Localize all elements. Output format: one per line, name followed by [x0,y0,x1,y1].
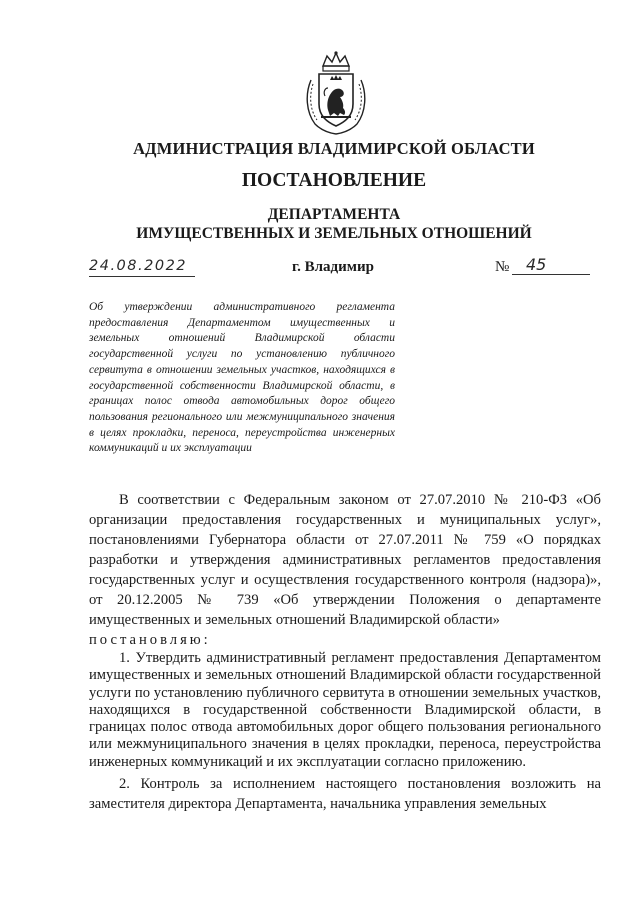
organization-title: АДМИНИСТРАЦИЯ ВЛАДИМИРСКОЙ ОБЛАСТИ [133,139,535,158]
decree-item-1: 1. Утвердить административный регламент предоставления Департаментом имущественных и земельных отношений Владимирской области государственной услуги по установлению публичного сервитута в отношении земельных участков, находящихся в государственной собственности Владимирской области, в границах полос отвода автомобильных дорог общего пользования регионального или межмуниципального значения в целях прокладки, переноса, переустройства инженерных коммуникаций и их эксплуатации согласно приложению. [89,650,601,770]
number-sign: № [495,259,510,275]
department-title-line-1: ДЕПАРТАМЕНТА [267,206,401,223]
document-subject: Об утверждении административного регламента предоставления Департаментом имущественных и земельных отношений Владимирской области государственной услуги по установлению публичного сервитута в отношении земельных участков, находящихся в государственной собственности Владимирской области, в границах полос отвода автомобильных дорог общего пользования регионального или межмуниципального значения в целях прокладки, переноса, переустройства инженерных коммуникаций и их эксплуатации [89,301,395,455]
coat-of-arms-emblem [301,50,371,136]
department-title-line-2: ИМУЩЕСТВЕННЫХ И ЗЕМЕЛЬНЫХ ОТНОШЕНИЙ [136,225,532,242]
document-city: г. Владимир [292,259,374,275]
document-body [89,490,601,814]
decree-word: постановляю: [89,632,211,648]
document-number: 45 [512,255,590,275]
preamble-paragraph: В соответствии с Федеральным законом от 27.07.2010 № 210-ФЗ «Об организации предоставления государственных и муниципальных услуг», постановлениями Губернатора области от 27.07.2011 № 759 «О порядках разработки и утверждения административных регламентов предоставления государственных услуг и осуществления государственного контроля (надзора)», от 20.12.2005 № 739 «Об утверждении Положения о департаменте имущественных и земельных отношений Владимирской области» [89,492,601,628]
decree-item-2: 2. Контроль за исполнением настоящего постановления возложить на заместителя директора Департамента, начальника управления земельных [89,776,601,813]
document-type-title: ПОСТАНОВЛЕНИЕ [241,170,427,191]
document-date: 24.08.2022 [89,256,195,277]
